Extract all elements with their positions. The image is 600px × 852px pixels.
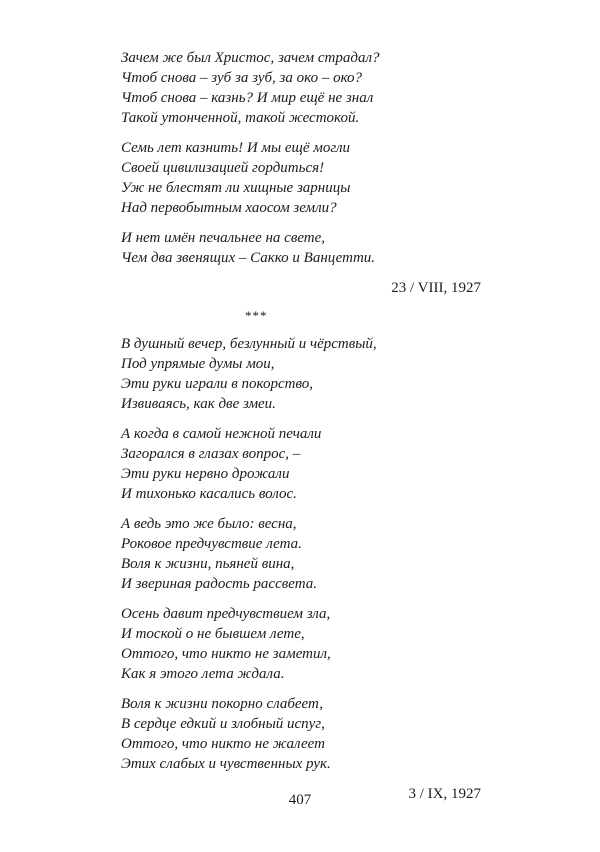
poem-line: И тихонько касались волос.	[121, 486, 297, 502]
poem-line: А ведь это же было: весна,	[121, 516, 297, 532]
poem-line: И тоской о не бывшем лете,	[121, 626, 305, 642]
stanza	[121, 48, 481, 128]
poem-line: Этих слабых и чувственных рук.	[121, 756, 331, 772]
poem-line: Чем два звенящих – Сакко и Ванцетти.	[121, 250, 376, 266]
poem-line: Чтоб снова – зуб за зуб, за око – око?	[121, 70, 363, 86]
poem-line: Над первобытным хаосом земли?	[121, 200, 337, 216]
poem-line: Оттого, что никто не жалеет	[121, 736, 325, 752]
poem-line: Под упрямые думы мои,	[121, 356, 275, 372]
poem-line: Воля к жизни покорно слабеет,	[121, 696, 323, 712]
stanza	[121, 228, 481, 268]
stanza	[121, 514, 481, 594]
poem-line: И нет имён печальнее на свете,	[121, 230, 326, 246]
stanza	[121, 424, 481, 504]
poem-line: Зачем же был Христос, зачем страдал?	[121, 50, 380, 66]
stanza	[121, 604, 481, 684]
poem-line: Загорался в глазах вопрос, –	[121, 446, 301, 462]
poem-line: Уж не блестят ли хищные зарницы	[121, 180, 351, 196]
poem-line: Воля к жизни, пьяней вина,	[121, 556, 295, 572]
page-number: 407	[288, 792, 312, 808]
poem-line: Оттого, что никто не заметил,	[121, 646, 331, 662]
poem-line: Эти руки нервно дрожали	[121, 466, 290, 482]
poem-line: И звериная радость рассвета.	[121, 576, 317, 592]
poem-line: Извиваясь, как две змеи.	[121, 396, 276, 412]
poem-line: Такой утонченной, такой жестокой.	[121, 110, 360, 126]
stanza	[121, 334, 481, 414]
poem-line: Осень давит предчувствием зла,	[121, 606, 331, 622]
poem-date: 3 / IX, 1927	[408, 786, 481, 802]
stanza	[121, 694, 481, 774]
poem-line: Семь лет казнить! И мы ещё могли	[121, 140, 351, 156]
poem-line: В сердце едкий и злобный испуг,	[121, 716, 325, 732]
poem-line: Чтоб снова – казнь? И мир ещё не знал	[121, 90, 374, 106]
poem-line: В душный вечер, безлунный и чёрствый,	[121, 336, 377, 352]
poem-line: Как я этого лета ждала.	[121, 666, 285, 682]
poem-line: Эти руки играли в покорство,	[121, 376, 314, 392]
poem-date: 23 / VIII, 1927	[391, 280, 481, 296]
poem-separator: ***	[245, 308, 268, 323]
poem-line: А когда в самой нежной печали	[121, 426, 322, 442]
page-content	[121, 48, 481, 808]
poem-line: Своей цивилизацией гордиться!	[121, 160, 325, 176]
stanza	[121, 138, 481, 218]
poem-line: Роковое предчувствие лета.	[121, 536, 302, 552]
